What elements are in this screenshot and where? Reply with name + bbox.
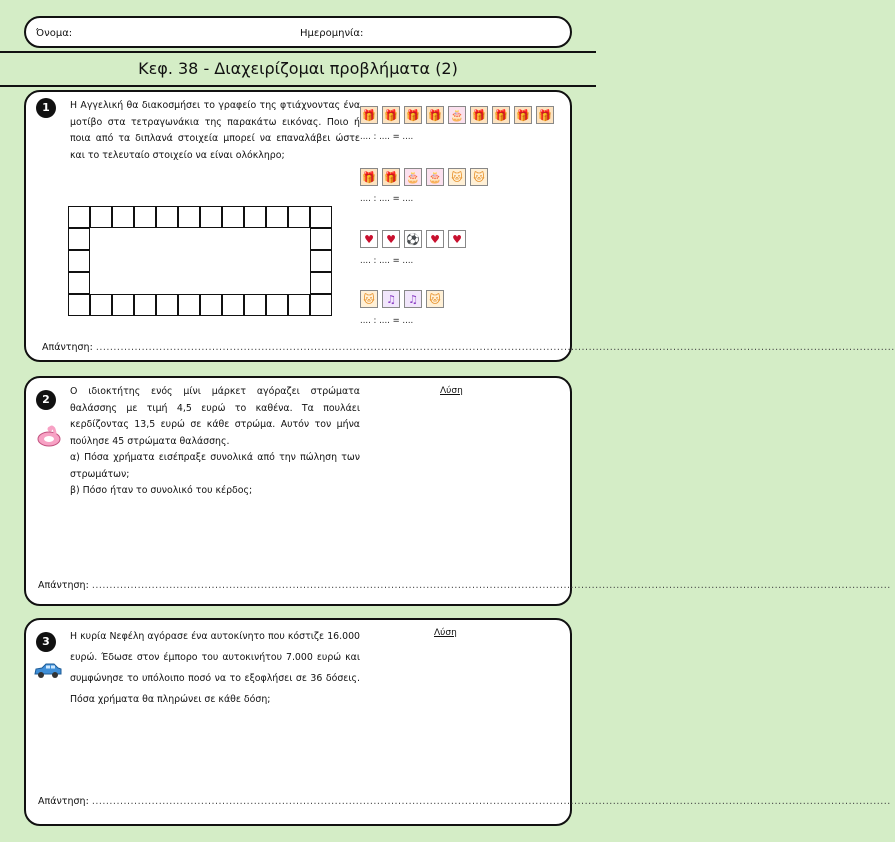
cat-icon: 🐱 — [448, 168, 466, 186]
grid-square — [68, 272, 90, 294]
grid-square — [134, 294, 156, 316]
cat-icon: 🐱 — [360, 290, 378, 308]
grid-square — [288, 294, 310, 316]
heart-icon: ♥ — [448, 230, 466, 248]
problem-3-number: 3 — [36, 632, 56, 652]
date-label: Ημερομηνία: — [300, 28, 364, 39]
name-label: Όνομα: — [36, 28, 73, 39]
answer-line: ................................................................................................................................................................................................................................... — [91, 580, 891, 591]
gift-icon: 🎁 — [360, 106, 378, 124]
grid-square — [244, 294, 266, 316]
pattern-ratio-2: .... : .... = .... — [360, 194, 414, 204]
heart-icon: ♥ — [360, 230, 378, 248]
car-icon — [33, 662, 63, 684]
cake-icon: 🎂 — [448, 106, 466, 124]
problem-3-answer — [38, 796, 891, 807]
problem-2-number: 2 — [36, 390, 56, 410]
problem-1-number: 1 — [36, 98, 56, 118]
grid-square — [68, 294, 90, 316]
answer-line: ................................................................................................................................................................................................................................... — [91, 796, 891, 807]
grid-square — [310, 206, 332, 228]
grid-square — [178, 206, 200, 228]
grid-square — [266, 294, 288, 316]
grid-square — [112, 206, 134, 228]
answer-line: ................................................................................................................................................................................................................................... — [95, 342, 895, 353]
gift-icon: 🎁 — [536, 106, 554, 124]
problem-1-answer — [42, 342, 895, 353]
answer-label: Απάντηση: — [38, 580, 89, 591]
cat-icon: 🐱 — [426, 290, 444, 308]
grid-square — [134, 206, 156, 228]
grid-square — [288, 206, 310, 228]
grid-square — [90, 294, 112, 316]
page-title: Κεφ. 38 - Διαχειρίζομαι προβλήματα (2) — [0, 51, 596, 87]
pattern-grid — [68, 206, 336, 316]
grid-square — [222, 294, 244, 316]
problem-2-question-b: β) Πόσο ήταν το συνολικό του κέρδος; — [70, 485, 253, 496]
grid-square — [266, 206, 288, 228]
problem-2-statement: Ο ιδιοκτήτης ενός μίνι μάρκετ αγόραζει στρώματα θαλάσσης με τιμή 4,5 ευρώ το καθένα. Τα πουλάει κερδίζοντας 13,5 ευρώ σε κάθε στρώμα. Αυτόν τον μήνα πούλησε 45 στρώματα θαλάσσης. — [70, 386, 360, 447]
pattern-row-3 — [360, 230, 470, 248]
grid-square — [200, 206, 222, 228]
header-box — [24, 16, 572, 48]
music-icon: ♫ — [382, 290, 400, 308]
gift-icon: 🎁 — [360, 168, 378, 186]
flamingo-float-icon — [36, 422, 62, 452]
gift-icon: 🎁 — [470, 106, 488, 124]
grid-square — [156, 206, 178, 228]
cake-icon: 🎂 — [426, 168, 444, 186]
problem-2-question-a: α) Πόσα χρήματα εισέπραξε συνολικά από την πώληση των στρωμάτων; — [70, 452, 360, 480]
heart-icon: ♥ — [426, 230, 444, 248]
grid-square — [310, 250, 332, 272]
grid-square — [68, 228, 90, 250]
gift-icon: 🎁 — [382, 168, 400, 186]
answer-label: Απάντηση: — [38, 796, 89, 807]
grid-square — [156, 294, 178, 316]
gift-icon: 🎁 — [404, 106, 422, 124]
grid-square — [68, 206, 90, 228]
cat-icon: 🐱 — [470, 168, 488, 186]
music-icon: ♫ — [404, 290, 422, 308]
gift-icon: 🎁 — [492, 106, 510, 124]
grid-square — [310, 294, 332, 316]
pattern-ratio-3: .... : .... = .... — [360, 256, 414, 266]
grid-square — [68, 250, 90, 272]
gift-icon: 🎁 — [426, 106, 444, 124]
pattern-ratio-1: .... : .... = .... — [360, 132, 414, 142]
problem-1-text: Η Αγγελική θα διακοσμήσει το γραφείο της φτιάχνοντας ένα μοτίβο στα τετραγωνάκια της παρακάτω εικόνας. Ποιο ή ποια από τα διπλανά στοιχεία μπορεί να επαναλάβει ώστε και το τελευταίο στοιχείο να είναι ολόκληρο; — [70, 100, 360, 161]
heart-icon: ♥ — [382, 230, 400, 248]
pattern-row-1 — [360, 106, 558, 124]
problem-2-box — [24, 376, 891, 606]
grid-square — [310, 272, 332, 294]
problem-2-solution-label: Λύση — [440, 386, 463, 396]
pattern-row-4 — [360, 290, 448, 308]
grid-square — [244, 206, 266, 228]
problem-3-box — [24, 618, 891, 826]
grid-square — [178, 294, 200, 316]
problem-2-text — [70, 384, 360, 500]
grid-square — [222, 206, 244, 228]
pattern-ratio-4: .... : .... = .... — [360, 316, 414, 326]
problem-3-text: Η κυρία Νεφέλη αγόρασε ένα αυτοκίνητο που κόστιζε 16.000 ευρώ. Έδωσε στον έμπορο του αυτοκινήτου 7.000 ευρώ και συμφώνησε το υπόλοιπο ποσό να το εξοφλήσει σε 36 δόσεις. Πόσα χρήματα θα πληρώνει σε κάθε δόση; — [70, 631, 360, 705]
problem-3-solution-label: Λύση — [434, 628, 457, 638]
gift-icon: 🎁 — [382, 106, 400, 124]
grid-square — [112, 294, 134, 316]
problem-2-answer — [38, 580, 891, 591]
ball-icon: ⚽ — [404, 230, 422, 248]
pattern-row-2 — [360, 168, 492, 186]
cake-icon: 🎂 — [404, 168, 422, 186]
gift-icon: 🎁 — [514, 106, 532, 124]
grid-square — [310, 228, 332, 250]
problem-1-box — [24, 90, 895, 362]
answer-label: Απάντηση: — [42, 342, 93, 353]
grid-square — [90, 206, 112, 228]
grid-square — [200, 294, 222, 316]
